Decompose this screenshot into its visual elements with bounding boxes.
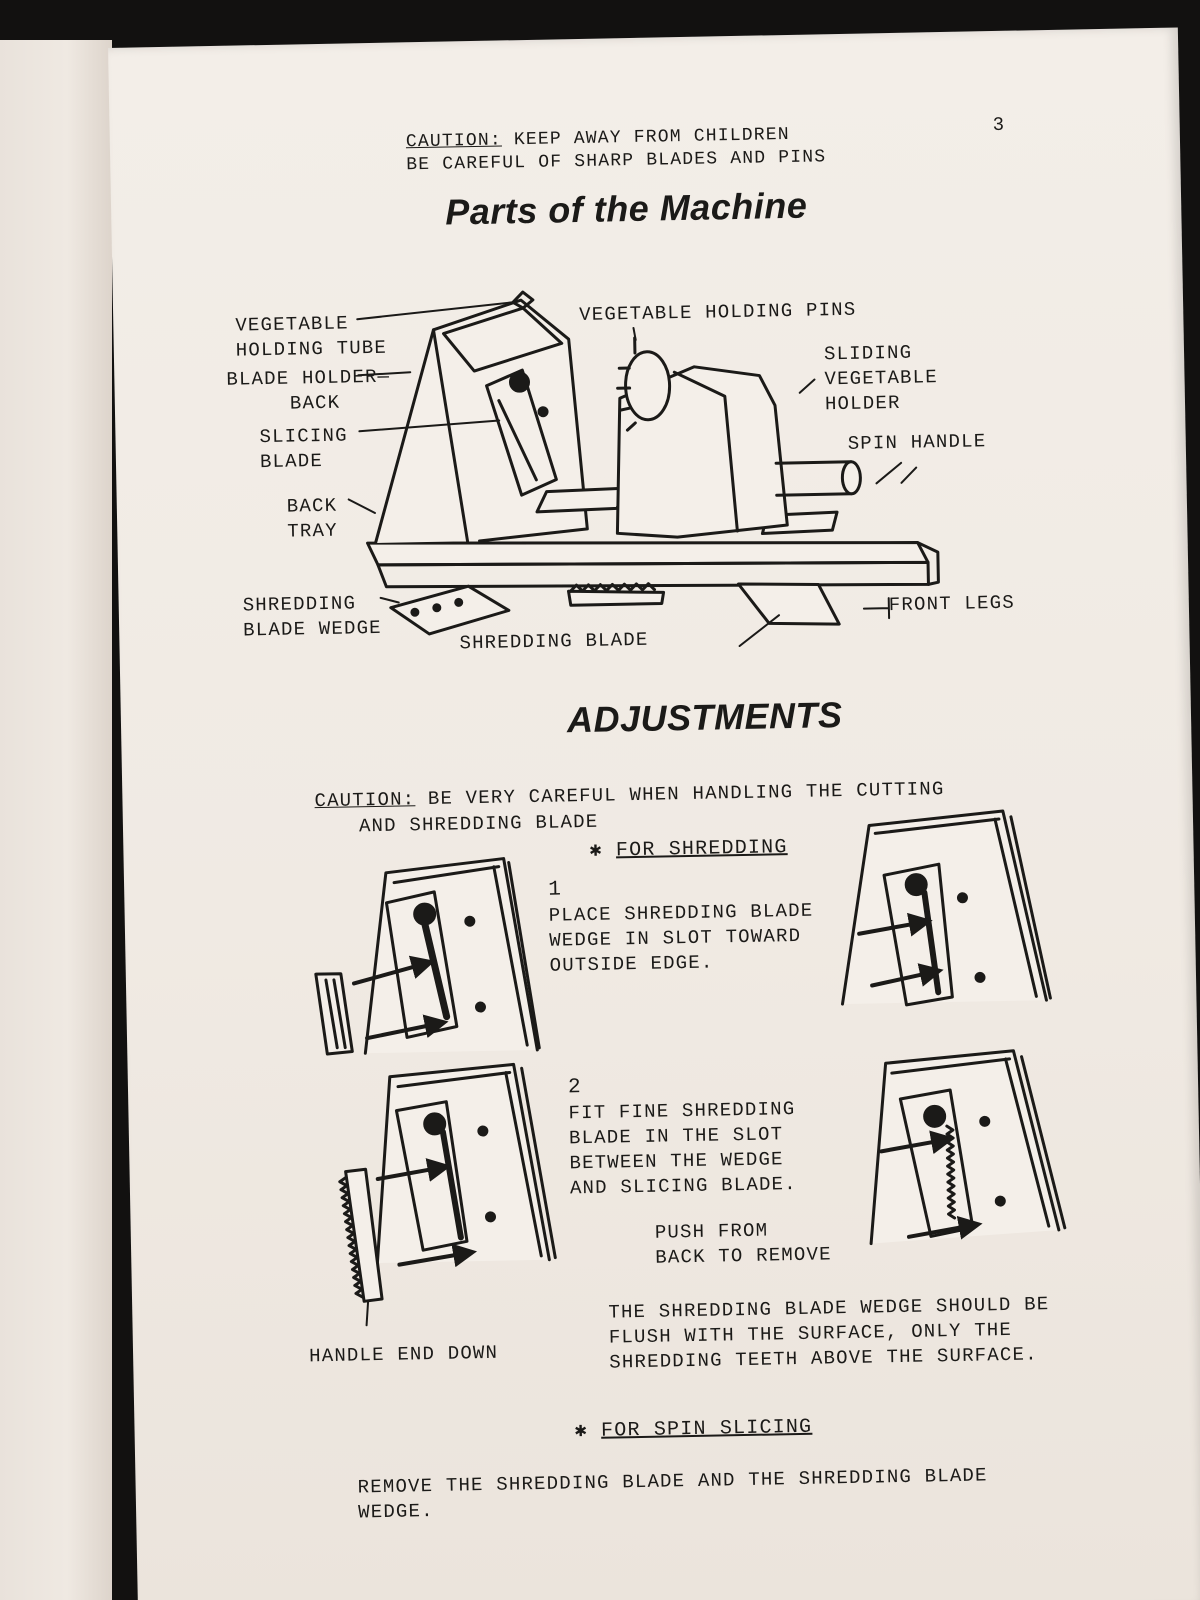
label-back-tray: BACK TRAY bbox=[286, 494, 338, 543]
step-2-number: 2 bbox=[567, 1076, 583, 1100]
manual-page bbox=[108, 27, 1200, 1600]
handle-note: HANDLE END DOWN bbox=[308, 1341, 499, 1368]
label-vegetable-holding-tube: VEGETABLE HOLDING TUBE bbox=[235, 312, 388, 362]
for-shredding-label: FOR SHREDDING bbox=[615, 836, 788, 863]
page-number: 3 bbox=[992, 113, 1006, 137]
final-text: REMOVE THE SHREDDING BLADE AND THE SHREDDING BLADE WEDGE. bbox=[357, 1464, 988, 1524]
label-shredding-blade-wedge: SHREDDING BLADE WEDGE bbox=[242, 592, 383, 642]
caution-line-2: BE CAREFUL OF SHARP BLADES AND PINS bbox=[406, 147, 827, 176]
asterisk-icon: ✱ bbox=[589, 839, 603, 863]
label-vegetable-holding-pins: VEGETABLE HOLDING PINS bbox=[579, 298, 857, 327]
caution-label: CAUTION: bbox=[405, 130, 503, 153]
for-spin-slicing-label: FOR SPIN SLICING bbox=[600, 1415, 813, 1443]
adjust-caution-line-2: AND SHREDDING BLADE bbox=[358, 810, 599, 838]
figure-2b-push-to-remove bbox=[867, 1050, 1065, 1244]
label-front-legs: FRONT LEGS bbox=[888, 591, 1016, 617]
label-shredding-blade: SHREDDING BLADE bbox=[459, 628, 649, 655]
label-blade-holder-back: BLADE HOLDER— BACK bbox=[226, 365, 391, 416]
label-sliding-vegetable-holder: SLIDING VEGETABLE HOLDER bbox=[823, 341, 939, 416]
label-slicing-blade: SLICING BLADE bbox=[259, 424, 348, 474]
push-note: PUSH FROM BACK TO REMOVE bbox=[654, 1219, 832, 1269]
step-1-text: PLACE SHREDDING BLADE WEDGE IN SLOT TOWARD OUTSIDE EDGE. bbox=[548, 899, 814, 977]
asterisk-icon: ✱ bbox=[574, 1420, 589, 1444]
parts-title: Parts of the Machine bbox=[444, 184, 808, 233]
figure-1b-wedge-installed bbox=[839, 810, 1051, 1006]
adjust-caution-label: CAUTION: bbox=[314, 788, 416, 813]
flush-note: THE SHREDDING BLADE WEDGE SHOULD BE FLUSH WITH THE SURFACE, ONLY THE SHREDDING TEETH ABOVE THE SURFACE. bbox=[608, 1293, 1050, 1374]
adjust-caution-line-1: BE VERY CAREFUL WHEN HANDLING THE CUTTING bbox=[415, 778, 945, 811]
caution-line-1: KEEP AWAY FROM CHILDREN bbox=[501, 124, 791, 151]
figure-2-fine-blade bbox=[338, 1064, 557, 1326]
step-2-text: FIT FINE SHREDDING BLADE IN THE SLOT BETWEEN THE WEDGE AND SLICING BLADE. bbox=[568, 1098, 797, 1200]
adjustment-illustrations bbox=[108, 29, 1139, 1600]
adjustments-title: ADJUSTMENTS bbox=[566, 694, 843, 741]
label-spin-handle: SPIN HANDLE bbox=[847, 430, 987, 455]
left-facing-page bbox=[0, 40, 112, 1600]
step-1-number: 1 bbox=[548, 878, 563, 902]
figure-1-wedge-insertion bbox=[314, 858, 540, 1054]
